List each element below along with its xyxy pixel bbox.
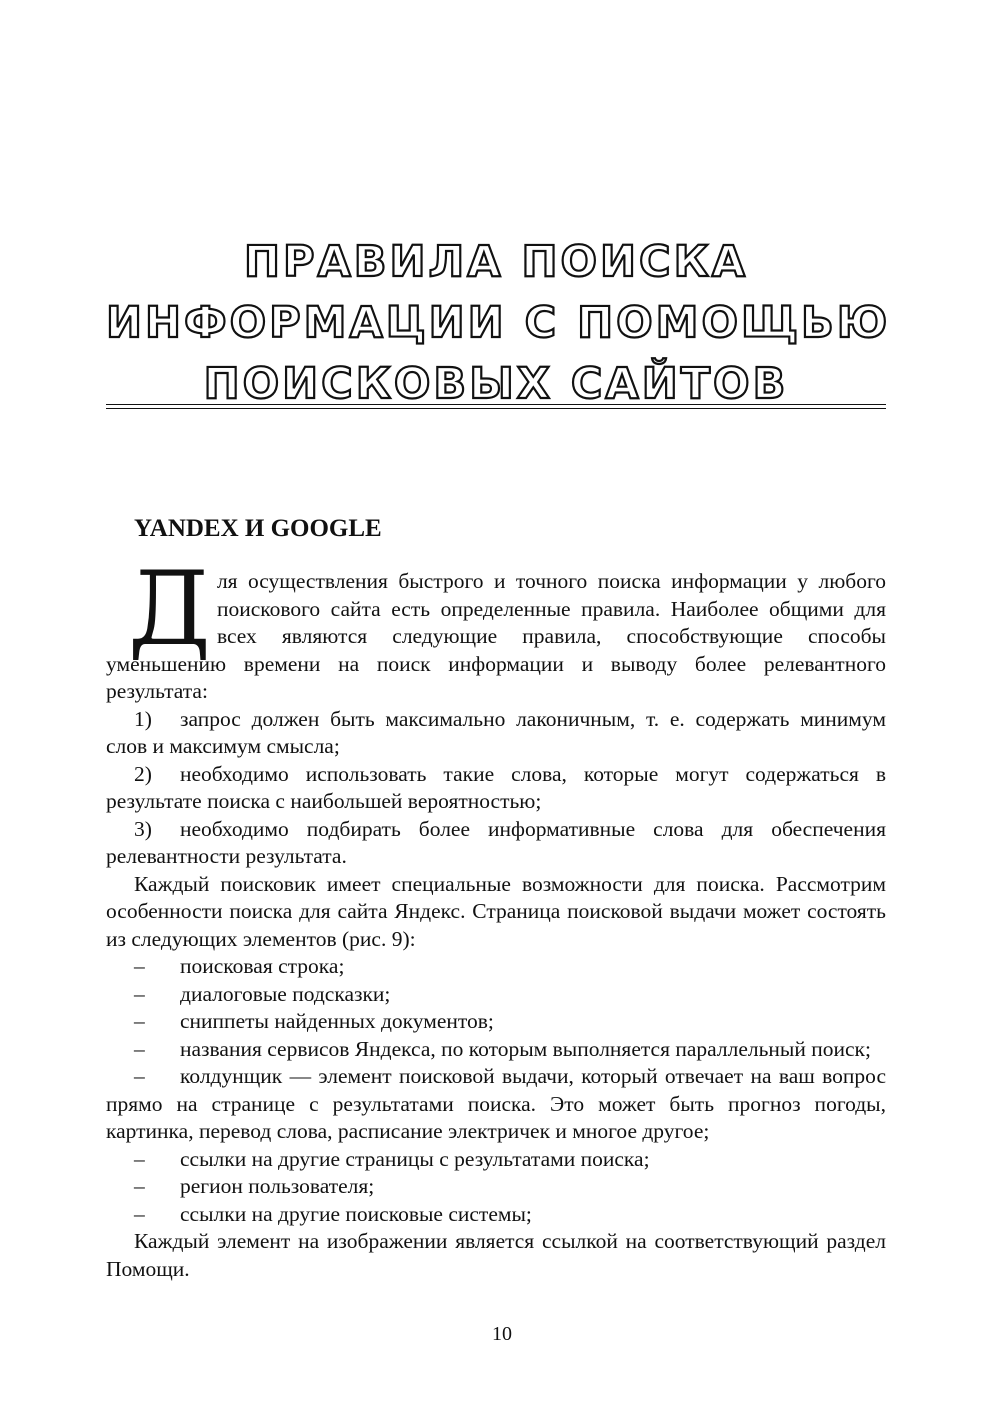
list-marker: 1) xyxy=(134,706,152,731)
list-item xyxy=(106,1173,886,1201)
list-item xyxy=(106,1036,886,1064)
list-marker: – xyxy=(134,954,145,978)
list-item xyxy=(106,1063,886,1146)
list-marker: – xyxy=(134,1009,145,1033)
list-marker: – xyxy=(134,1174,145,1198)
page-number: 10 xyxy=(492,1323,512,1345)
list-item xyxy=(106,981,886,1009)
body-text xyxy=(106,550,886,1283)
list-item-text: ссылки на другие поисковые системы; xyxy=(180,1201,532,1226)
list-item xyxy=(106,706,886,761)
list-item-text: ссылки на другие страницы с результатами поиска; xyxy=(180,1146,650,1171)
list-item xyxy=(106,761,886,816)
list-item-text: диалоговые подсказки; xyxy=(180,981,391,1006)
list-marker: – xyxy=(134,981,145,1006)
list-marker: 3) xyxy=(134,816,152,841)
list-item xyxy=(106,1201,886,1229)
drop-cap: Д xyxy=(128,550,211,669)
list-item-text: необходимо подбирать более информативные слова для обеспечения релевантности результата. xyxy=(106,816,886,868)
list-marker: – xyxy=(134,1201,145,1226)
chapter-title-line: ПОИСКОВЫХ САЙТОВ xyxy=(203,359,789,409)
section-heading: YANDEX И GOOGLE xyxy=(134,515,382,542)
list-marker: 2) xyxy=(134,761,152,786)
chapter-title-line: ПРАВИЛА ПОИСКА xyxy=(243,237,749,287)
list-item-text: запрос должен быть максимально лаконичным, т. е. содержать минимум слов и максимум смысла; xyxy=(106,706,886,758)
list-marker: – xyxy=(134,1036,145,1061)
title-double-rule xyxy=(106,404,886,409)
paragraph: Каждый поисковик имеет специальные возможности для поиска. Рассмотрим особенности поиска для сайта Яндекс. Страница поисковой выдачи может состоять из следующих элементов (рис. 9): xyxy=(106,871,886,951)
list-item-text: необходимо использовать такие слова, которые могут содержаться в результате поиска с наибольшей вероятностью; xyxy=(106,761,886,813)
chapter-title xyxy=(106,232,891,415)
list-item-text: поисковая строка; xyxy=(180,954,345,978)
chapter-title-line: ИНФОРМАЦИИ С ПОМОЩЬЮ xyxy=(106,298,891,348)
list-item xyxy=(106,816,886,871)
list-item-text: колдунщик — элемент поисковой выдачи, который отвечает на ваш вопрос прямо на странице с результатами поиска. Это может быть прогноз погоды, картинка, перевод слова, расписание электричек и многое другое; xyxy=(106,1064,886,1143)
intro-paragraph xyxy=(106,550,886,706)
list-marker: – xyxy=(134,1146,145,1171)
intro-text: ля осуществления быстрого и точного поиска информации у любого поискового сайта есть определенные правила. Наиболее общими для всех являются следующие правила, способствующие способы уменьшению времени на поиск информации и выводу более релевантного результата: xyxy=(106,569,886,703)
list-item-text: названия сервисов Яндекса, по которым выполняется параллельный поиск; xyxy=(180,1036,871,1061)
paragraph: Каждый элемент на изображении является ссылкой на соответствующий раздел Помощи. xyxy=(106,1229,886,1281)
list-item-text: регион пользователя; xyxy=(180,1174,375,1198)
list-item xyxy=(106,953,886,981)
list-item-text: сниппеты найденных документов; xyxy=(180,1009,494,1033)
list-item xyxy=(106,1008,886,1036)
list-marker: – xyxy=(134,1064,145,1088)
list-item xyxy=(106,1146,886,1174)
